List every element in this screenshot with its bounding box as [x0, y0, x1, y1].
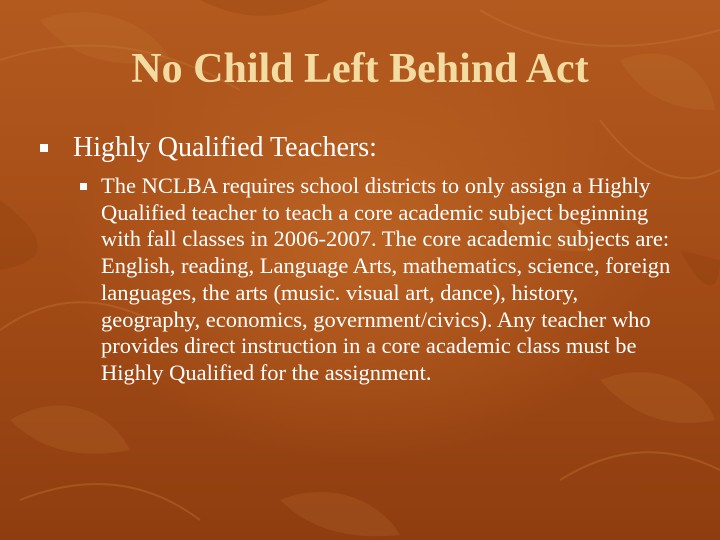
bullet-text: Highly Qualified Teachers:	[73, 132, 377, 163]
sub-bullet-text: The NCLBA requires school districts to only assign a Highly Qualified teacher to teach a core academic subject beginning with fall classes in 2006-2007. The core academic subjects are: English, reading, Language Arts, mathematics, science, foreign languages, the arts (music. visual art, dance), history, geography, economics, government/civics). Any teacher who provides direct instruction in a core academic class must be Highly Qualified for the assignment.	[101, 173, 671, 385]
square-bullet-icon	[80, 183, 87, 190]
slide-title: No Child Left Behind Act	[131, 46, 589, 92]
square-bullet-icon	[40, 144, 48, 152]
bullet-level-2	[80, 173, 680, 387]
bullet-level-1	[40, 131, 680, 165]
